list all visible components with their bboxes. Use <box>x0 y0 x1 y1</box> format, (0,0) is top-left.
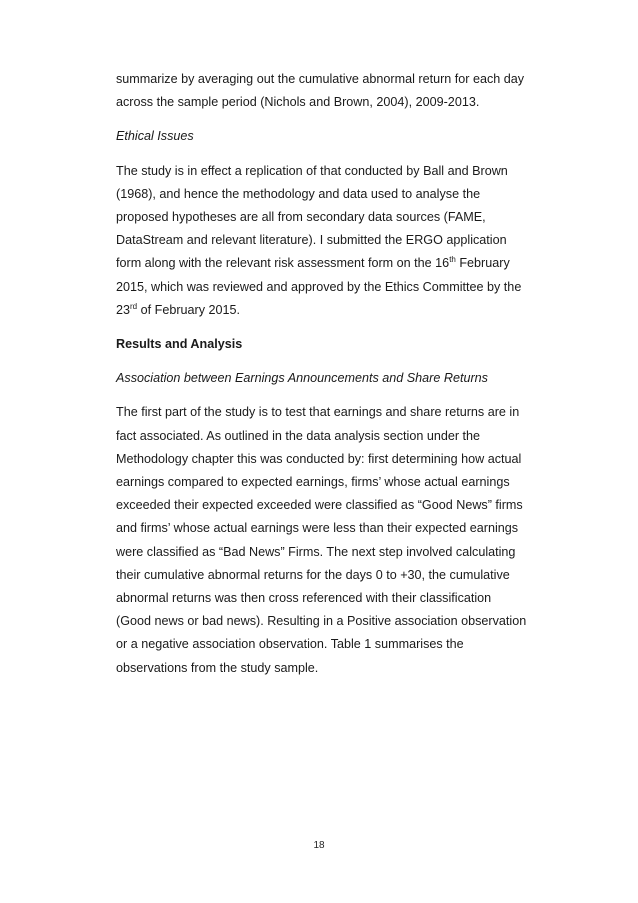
page-number: 18 <box>313 840 325 851</box>
paragraph-ethics-text-2: February 2015, which was reviewed and approved by the Ethics Committee by the 23 <box>116 256 522 317</box>
heading-ethical-issues: Ethical Issues <box>116 129 194 144</box>
paragraph-ethics-text-3: of February 2015. <box>137 302 241 317</box>
heading-results-and-analysis: Results and Analysis <box>116 337 243 352</box>
paragraph-ethics-text-1: The study is in effect a replication of that conducted by Ball and Brown (1968), and hence the methodology and data used to analyse the proposed hypotheses are all from secondary data sources (FAME, DataStream and relevant literature). I submitted the ERGO application form along with the relevant risk assessment form on the 16 <box>116 163 508 271</box>
superscript-rd: rd <box>130 301 138 311</box>
superscript-th: th <box>449 255 456 265</box>
paragraph-ethics <box>116 160 528 322</box>
paragraph-association: The first part of the study is to test that earnings and share returns are in fact associated. As outlined in the data analysis section under the Methodology chapter this was conducted by: first determining how actual earnings compared to expected earnings, firms’ whose actual earnings exceeded their expected exceeded were classified as “Good News” firms and firms’ whose actual earnings were less than their expected earnings were classified as “Bad News” Firms. The next step involved calculating their cumulative abnormal returns for the days 0 to +30, the cumulative abnormal returns was then cross referenced with their classification (Good news or bad news). Resulting in a Positive association observation or a negative association observation. Table 1 summarises the observations from the study sample. <box>116 405 527 675</box>
paragraph-summary: summarize by averaging out the cumulative abnormal return for each day across the sample period (Nichols and Brown, 2004), 2009-2013. <box>116 72 525 110</box>
page-body <box>116 68 528 680</box>
heading-association: Association between Earnings Announcements and Share Returns <box>116 371 488 386</box>
